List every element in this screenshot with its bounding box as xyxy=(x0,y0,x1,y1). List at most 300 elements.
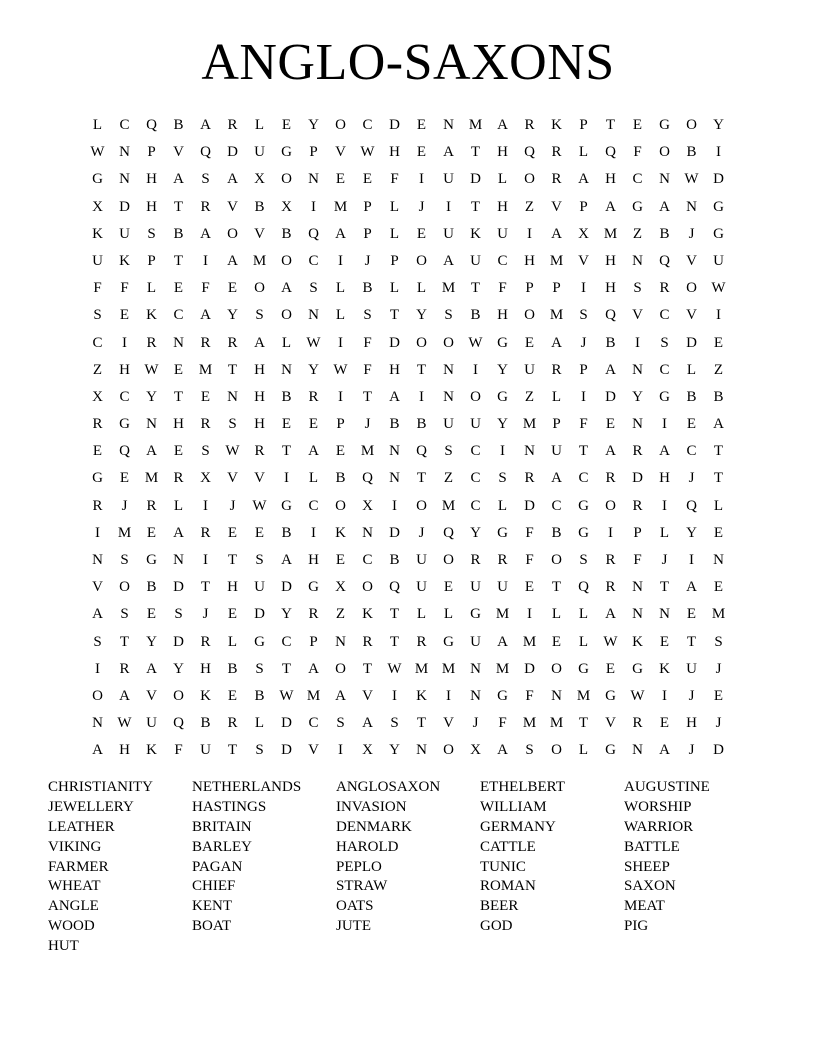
grid-cell: J xyxy=(688,470,695,487)
grid-cell: R xyxy=(308,388,319,405)
grid-cell: L xyxy=(389,280,400,297)
grid-cell: H xyxy=(659,470,670,487)
grid-cell: T xyxy=(659,579,670,596)
grid-cell: K xyxy=(146,742,157,759)
grid-cell: Z xyxy=(335,606,346,623)
page-title: ANGLO-SAXONS xyxy=(201,34,615,91)
grid-cell: H xyxy=(389,144,400,161)
grid-cell: C xyxy=(470,497,481,514)
grid-cell: L xyxy=(254,715,265,732)
grid-cell: Z xyxy=(632,225,643,242)
grid-cell: O xyxy=(281,171,292,188)
grid-cell: E xyxy=(605,660,616,677)
grid-cell: S xyxy=(714,633,723,650)
grid-cell: U xyxy=(443,225,454,242)
grid-cell: X xyxy=(362,742,373,759)
grid-cell: A xyxy=(578,171,589,188)
grid-cell: R xyxy=(146,334,157,351)
grid-cell: E xyxy=(362,171,373,188)
word-list-item: STRAW xyxy=(336,878,388,895)
grid-row xyxy=(84,629,732,656)
grid-cell: N xyxy=(227,388,238,405)
grid-row xyxy=(84,221,732,248)
grid-cell: U xyxy=(92,252,103,269)
grid-cell: O xyxy=(470,388,481,405)
grid-cell: H xyxy=(389,361,400,378)
grid-cell: D xyxy=(281,579,292,596)
grid-cell: V xyxy=(686,307,697,324)
grid-cell: N xyxy=(524,443,535,460)
grid-cell: H xyxy=(524,252,535,269)
grid-cell: I xyxy=(95,524,100,541)
grid-cell: I xyxy=(527,606,532,623)
grid-cell: D xyxy=(119,198,130,215)
grid-cell: I xyxy=(392,687,397,704)
grid-cell: J xyxy=(229,497,236,514)
grid-cell: A xyxy=(605,606,616,623)
grid-cell: F xyxy=(633,552,642,568)
grid-cell: S xyxy=(255,660,264,677)
grid-cell: S xyxy=(201,443,210,460)
grid-cell: Q xyxy=(119,443,130,460)
word-list-item: HUT xyxy=(48,938,79,955)
grid-cell: N xyxy=(146,416,157,433)
grid-cell: B xyxy=(713,388,724,405)
grid-cell: E xyxy=(335,443,346,460)
grid-cell: W xyxy=(117,715,132,732)
grid-cell: A xyxy=(659,443,670,460)
grid-cell: A xyxy=(281,552,292,568)
grid-cell: G xyxy=(281,144,292,161)
grid-cell: A xyxy=(659,198,670,215)
word-list-item: NETHERLANDS xyxy=(192,779,302,795)
grid-cell: G xyxy=(119,416,130,433)
grid-cell: S xyxy=(579,307,588,324)
grid-cell: O xyxy=(173,687,184,704)
grid-cell: T xyxy=(578,715,589,732)
grid-cell: L xyxy=(497,171,508,188)
grid-cell: Y xyxy=(173,660,184,677)
grid-row xyxy=(84,248,732,275)
grid-cell: H xyxy=(173,416,184,433)
grid-cell: L xyxy=(578,144,589,161)
grid-cell: D xyxy=(524,660,535,677)
grid-cell: E xyxy=(686,606,697,623)
grid-cell: M xyxy=(522,633,537,650)
grid-cell: Y xyxy=(146,388,157,405)
grid-cell: O xyxy=(227,225,238,242)
grid-cell: G xyxy=(659,388,670,405)
grid-cell: E xyxy=(659,633,670,650)
grid-cell: J xyxy=(121,497,128,514)
grid-cell: J xyxy=(715,660,722,677)
grid-cell: S xyxy=(633,280,642,297)
grid-cell: E xyxy=(551,633,562,650)
grid-cell: V xyxy=(443,715,454,732)
word-list-item: HAROLD xyxy=(336,838,399,855)
grid-cell: U xyxy=(254,144,265,161)
grid-cell: K xyxy=(335,524,346,541)
grid-cell: H xyxy=(605,252,616,269)
grid-cell: J xyxy=(688,742,695,759)
grid-cell: H xyxy=(227,579,238,596)
grid-cell: S xyxy=(444,307,453,324)
grid-cell: J xyxy=(364,252,371,269)
grid-cell: L xyxy=(92,117,103,133)
grid-cell: E xyxy=(713,334,724,351)
grid-cell: J xyxy=(364,416,371,433)
grid-row xyxy=(84,357,732,384)
grid-cell: D xyxy=(605,388,616,405)
grid-cell: Y xyxy=(389,742,400,759)
grid-cell: N xyxy=(389,470,400,487)
grid-cell: U xyxy=(470,579,481,596)
grid-cell: N xyxy=(308,171,319,188)
grid-cell: I xyxy=(392,497,397,514)
grid-cell: T xyxy=(551,579,562,596)
grid-cell: S xyxy=(444,443,453,460)
grid-cell: L xyxy=(578,606,589,623)
grid-cell: Y xyxy=(632,388,643,405)
grid-cell: T xyxy=(713,470,724,487)
grid-row xyxy=(84,438,732,465)
grid-cell: D xyxy=(686,334,697,351)
grid-cell: R xyxy=(632,497,643,514)
grid-cell: S xyxy=(255,307,264,324)
grid-cell: C xyxy=(632,171,643,188)
grid-cell: O xyxy=(335,117,346,133)
grid-cell: J xyxy=(202,606,209,623)
grid-cell: M xyxy=(441,497,456,514)
grid-cell: E xyxy=(227,606,238,623)
grid-cell: G xyxy=(713,225,724,242)
grid-cell: R xyxy=(632,715,643,732)
word-list-item: WOOD xyxy=(48,918,95,935)
grid-cell: V xyxy=(335,144,346,161)
grid-cell: E xyxy=(524,334,535,351)
grid-cell: V xyxy=(227,470,238,487)
grid-cell: Z xyxy=(524,388,535,405)
grid-cell: G xyxy=(308,579,319,596)
grid-cell: E xyxy=(713,579,724,596)
grid-cell: T xyxy=(281,443,292,460)
grid-cell: O xyxy=(686,280,697,297)
grid-row xyxy=(84,112,732,139)
grid-cell: C xyxy=(470,470,481,487)
grid-row xyxy=(84,166,732,193)
grid-cell: O xyxy=(281,252,292,269)
word-list-item: WARRIOR xyxy=(624,818,694,835)
grid-cell: I xyxy=(311,524,316,541)
grid-row xyxy=(84,574,732,601)
grid-cell: G xyxy=(443,633,454,650)
grid-cell: T xyxy=(389,307,400,324)
grid-cell: I xyxy=(716,144,721,161)
grid-cell: O xyxy=(281,307,292,324)
grid-cell: M xyxy=(549,715,564,732)
grid-cell: E xyxy=(308,416,319,433)
grid-cell: I xyxy=(419,388,424,405)
grid-cell: T xyxy=(281,660,292,677)
word-list-item: TUNIC xyxy=(480,858,526,875)
grid-cell: G xyxy=(713,198,724,215)
grid-row xyxy=(84,710,732,737)
grid-cell: A xyxy=(605,198,616,215)
grid-cell: D xyxy=(713,742,724,759)
grid-cell: O xyxy=(605,497,616,514)
word-list-item: BEER xyxy=(480,898,519,915)
grid-cell: Q xyxy=(416,443,427,460)
grid-cell: T xyxy=(389,606,400,623)
word-list-item: ETHELBERT xyxy=(480,779,565,795)
grid-cell: A xyxy=(146,443,157,460)
grid-cell: F xyxy=(174,742,183,759)
grid-cell: G xyxy=(92,171,103,188)
grid-cell: F xyxy=(363,361,372,378)
grid-cell: B xyxy=(659,225,670,242)
grid-cell: X xyxy=(254,171,265,188)
grid-row xyxy=(84,139,732,166)
grid-cell: L xyxy=(416,606,427,623)
grid-cell: J xyxy=(661,552,668,568)
grid-cell: N xyxy=(362,524,373,541)
grid-cell: O xyxy=(686,117,697,133)
grid-cell: F xyxy=(498,715,507,732)
grid-cell: R xyxy=(119,660,130,677)
grid-cell: L xyxy=(146,280,157,297)
grid-cell: V xyxy=(146,687,157,704)
grid-cell: Q xyxy=(308,225,319,242)
grid-cell: E xyxy=(173,443,184,460)
grid-cell: J xyxy=(472,715,479,732)
grid-cell: P xyxy=(147,252,156,269)
grid-cell: O xyxy=(524,307,535,324)
grid-cell: W xyxy=(711,280,726,297)
grid-cell: A xyxy=(227,252,238,269)
grid-cell: C xyxy=(686,443,697,460)
grid-cell: L xyxy=(227,633,238,650)
grid-cell: T xyxy=(173,252,184,269)
grid-cell: L xyxy=(335,307,346,324)
grid-cell: R xyxy=(416,633,427,650)
grid-cell: H xyxy=(254,388,265,405)
grid-cell: A xyxy=(659,742,670,759)
grid-cell: A xyxy=(200,307,211,324)
grid-cell: K xyxy=(632,633,643,650)
grid-cell: S xyxy=(93,633,102,650)
grid-cell: B xyxy=(281,388,292,405)
grid-cell: F xyxy=(633,144,642,161)
word-list-item: FARMER xyxy=(48,858,109,875)
grid-cell: I xyxy=(689,552,694,568)
grid-cell: R xyxy=(200,416,211,433)
grid-cell: H xyxy=(254,361,265,378)
grid-cell: T xyxy=(713,443,724,460)
grid-cell: P xyxy=(147,144,156,161)
grid-cell: S xyxy=(174,606,183,623)
grid-cell: P xyxy=(363,225,372,242)
grid-cell: F xyxy=(363,334,372,351)
grid-cell: A xyxy=(605,443,616,460)
grid-cell: F xyxy=(525,524,534,541)
grid-row xyxy=(84,465,732,492)
grid-cell: E xyxy=(524,579,535,596)
letter-grid xyxy=(84,112,732,765)
grid-cell: C xyxy=(308,497,319,514)
grid-cell: R xyxy=(524,117,535,133)
grid-cell: S xyxy=(201,171,210,188)
grid-cell: E xyxy=(659,715,670,732)
grid-cell: H xyxy=(119,361,130,378)
grid-cell: G xyxy=(470,606,481,623)
grid-cell: M xyxy=(306,687,321,704)
grid-cell: V xyxy=(254,470,265,487)
grid-cell: V xyxy=(686,252,697,269)
grid-cell: A xyxy=(308,660,319,677)
grid-cell: C xyxy=(92,334,103,351)
grid-cell: B xyxy=(281,225,292,242)
grid-cell: M xyxy=(495,606,510,623)
grid-cell: O xyxy=(443,334,454,351)
grid-cell: N xyxy=(470,687,481,704)
grid-cell: G xyxy=(497,334,508,351)
grid-cell: O xyxy=(416,497,427,514)
grid-cell: G xyxy=(254,633,265,650)
grid-cell: N xyxy=(659,606,670,623)
grid-cell: G xyxy=(605,742,616,759)
grid-cell: F xyxy=(120,280,129,297)
grid-cell: U xyxy=(416,579,427,596)
grid-cell: E xyxy=(335,171,346,188)
grid-cell: U xyxy=(254,579,265,596)
grid-cell: A xyxy=(686,579,697,596)
grid-cell: V xyxy=(308,742,319,759)
grid-cell: M xyxy=(117,524,132,541)
grid-cell: I xyxy=(203,252,208,269)
grid-cell: S xyxy=(255,742,264,759)
grid-cell: L xyxy=(281,334,292,351)
grid-cell: T xyxy=(200,579,211,596)
grid-cell: M xyxy=(522,715,537,732)
grid-cell: U xyxy=(119,225,130,242)
grid-cell: L xyxy=(389,225,400,242)
grid-cell: R xyxy=(605,470,616,487)
grid-cell: D xyxy=(713,171,724,188)
grid-cell: F xyxy=(201,280,210,297)
grid-cell: W xyxy=(387,660,402,677)
grid-cell: L xyxy=(659,524,670,541)
grid-cell: Q xyxy=(443,524,454,541)
grid-cell: E xyxy=(254,524,265,541)
grid-cell: I xyxy=(446,687,451,704)
grid-row xyxy=(84,384,732,411)
grid-cell: M xyxy=(198,361,213,378)
grid-cell: R xyxy=(200,334,211,351)
grid-cell: I xyxy=(446,198,451,215)
grid-cell: M xyxy=(522,416,537,433)
word-list-item: OATS xyxy=(336,898,374,915)
grid-cell: R xyxy=(200,633,211,650)
grid-cell: S xyxy=(525,742,534,759)
grid-cell: R xyxy=(362,633,373,650)
grid-cell: A xyxy=(605,361,616,378)
grid-cell: I xyxy=(338,742,343,759)
grid-cell: P xyxy=(633,524,642,541)
grid-cell: L xyxy=(713,497,724,514)
grid-cell: B xyxy=(362,280,373,297)
grid-cell: U xyxy=(200,742,211,759)
grid-cell: A xyxy=(497,633,508,650)
grid-cell: B xyxy=(686,144,697,161)
grid-cell: Q xyxy=(524,144,535,161)
word-list-item: INVASION xyxy=(336,798,407,815)
grid-cell: E xyxy=(92,443,103,460)
grid-cell: V xyxy=(92,579,103,596)
grid-cell: T xyxy=(470,198,481,215)
grid-cell: P xyxy=(552,280,561,297)
grid-cell: G xyxy=(497,388,508,405)
grid-cell: A xyxy=(443,252,454,269)
grid-cell: O xyxy=(443,552,454,568)
grid-cell: E xyxy=(281,117,292,133)
grid-cell: N xyxy=(632,361,643,378)
grid-row xyxy=(84,194,732,221)
grid-cell: J xyxy=(418,524,425,541)
grid-cell: R xyxy=(200,524,211,541)
grid-cell: K xyxy=(200,687,211,704)
grid-cell: V xyxy=(605,715,616,732)
grid-cell: O xyxy=(119,579,130,596)
grid-cell: Y xyxy=(497,361,508,378)
grid-cell: N xyxy=(632,742,643,759)
grid-cell: P xyxy=(309,633,318,650)
grid-cell: A xyxy=(173,171,184,188)
grid-cell: M xyxy=(360,443,375,460)
grid-cell: P xyxy=(363,198,372,215)
grid-cell: P xyxy=(579,198,588,215)
grid-cell: I xyxy=(662,497,667,514)
grid-cell: Q xyxy=(686,497,697,514)
grid-cell: H xyxy=(146,198,157,215)
grid-cell: T xyxy=(416,715,427,732)
grid-cell: R xyxy=(632,443,643,460)
grid-cell: N xyxy=(119,171,130,188)
grid-cell: R xyxy=(200,198,211,215)
grid-cell: R xyxy=(92,416,103,433)
grid-cell: N xyxy=(281,361,292,378)
grid-cell: B xyxy=(470,307,481,324)
grid-cell: S xyxy=(120,606,129,623)
grid-cell: A xyxy=(443,144,454,161)
grid-cell: T xyxy=(173,198,184,215)
grid-cell: O xyxy=(551,660,562,677)
grid-cell: U xyxy=(416,552,427,568)
grid-cell: W xyxy=(630,687,645,704)
grid-cell: S xyxy=(336,715,345,732)
grid-cell: U xyxy=(470,633,481,650)
grid-cell: P xyxy=(336,416,345,433)
grid-cell: U xyxy=(146,715,157,732)
grid-cell: Y xyxy=(470,524,481,541)
word-list-item: VIKING xyxy=(48,838,102,855)
grid-cell: T xyxy=(173,388,184,405)
grid-cell: C xyxy=(281,633,292,650)
grid-cell: S xyxy=(120,552,129,568)
grid-cell: B xyxy=(173,117,184,133)
grid-cell: O xyxy=(254,280,265,297)
grid-cell: B xyxy=(686,388,697,405)
grid-cell: H xyxy=(686,715,697,732)
